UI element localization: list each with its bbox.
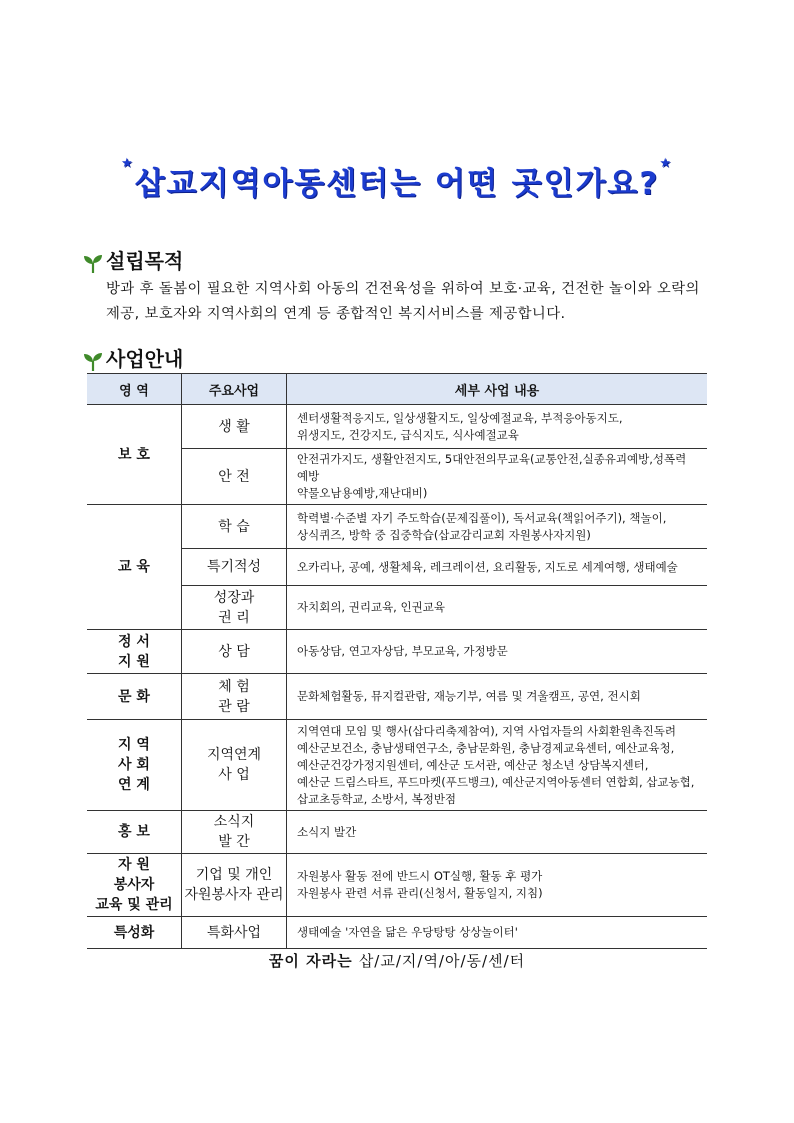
area-cell: 홍 보 (87, 811, 182, 854)
page-title (0, 158, 794, 203)
main-cell: 상 담 (182, 630, 287, 674)
detail-cell: 문화체험활동, 뮤지컬관람, 재능기부, 여름 및 겨울캠프, 공연, 전시회 (287, 674, 708, 720)
table-row (87, 674, 707, 720)
main-cell: 학 습 (182, 505, 287, 549)
area-cell: 문 화 (87, 674, 182, 720)
table-row (87, 917, 707, 949)
detail-cell: 안전귀가지도, 생활안전지도, 5대안전의무교육(교통안전,실종유괴예방,성폭력예방 약물오남용예방,재난대비) (287, 449, 708, 505)
main-cell: 특화사업 (182, 917, 287, 949)
area-cell: 정 서 지 원 (87, 630, 182, 674)
table-row (87, 630, 707, 674)
main-cell: 성장과 권 리 (182, 586, 287, 630)
purpose-heading (82, 245, 183, 274)
business-table (87, 373, 707, 949)
table-header-row (87, 374, 707, 405)
header-main: 주요사업 (182, 374, 287, 405)
area-cell: 교 육 (87, 505, 182, 630)
business-heading-text: 사업안내 (106, 347, 184, 371)
purpose-heading-text: 설립목적 (106, 249, 184, 273)
area-cell: 지 역 사 회 연 계 (87, 720, 182, 811)
area-cell: 보 호 (87, 405, 182, 505)
table-row (87, 854, 707, 917)
slogan-text: 꿈이 자라는 (268, 952, 353, 970)
main-cell: 특기적성 (182, 549, 287, 586)
detail-cell: 자원봉사 활동 전에 반드시 OT실행, 활동 후 평가 자원봉사 관련 서류 관리(신청서, 활동일지, 지침) (287, 854, 708, 917)
detail-cell: 소식지 발간 (287, 811, 708, 854)
detail-cell: 자치회의, 권리교육, 인권교육 (287, 586, 708, 630)
main-cell: 소식지 발 간 (182, 811, 287, 854)
page-title-text: 삽교지역아동센터는 어떤 곳인가요? (134, 166, 660, 202)
purpose-body: 방과 후 돌봄이 필요한 지역사회 아동의 건전육성을 위하여 보호·교육, 건전한 놀이와 오락의 제공, 보호자와 지역사회의 연계 등 종합적인 복지서비스를 제공합니다. (106, 281, 700, 322)
sprout-icon (82, 252, 104, 274)
table-row (87, 505, 707, 549)
area-cell: 특성화 (87, 917, 182, 949)
detail-cell: 지역연대 모임 및 행사(삽다리축제참여), 지역 사업자들의 사회환원촉진독려 예산군보건소, 충남생태연구소, 충남문화원, 충남경제교육센터, 예산교육청, 예산군건강가정지원센터, 예산군 도서관, 예산군 청소년 상담복지센터, 예산군 드림스타트, 푸드마켓(푸드뱅크), 예산군지역아동센터 연합회, 삽교농협, 삽교초등학교, 소방서, 복정반점 (287, 720, 708, 811)
detail-cell: 생태예술 '자연을 닮은 우당탕탕 상상놀이터' (287, 917, 708, 949)
main-cell: 안 전 (182, 449, 287, 505)
table-row (87, 811, 707, 854)
detail-cell: 오카리나, 공예, 생활체육, 레크레이션, 요리활동, 지도로 세계여행, 생태예술 (287, 549, 708, 586)
detail-cell: 센터생활적응지도, 일상생활지도, 일상예절교육, 부적응아동지도, 위생지도, 건강지도, 급식지도, 식사예절교육 (287, 405, 708, 449)
detail-cell: 아동상담, 연고자상담, 부모교육, 가정방문 (287, 630, 708, 674)
footer-slogan (0, 950, 794, 971)
header-detail: 세부 사업 내용 (287, 374, 708, 405)
main-cell: 지역연계 사 업 (182, 720, 287, 811)
main-cell: 체 험 관 람 (182, 674, 287, 720)
star-icon: ★ (659, 156, 674, 171)
main-cell: 기업 및 개인 자원봉사자 관리 (182, 854, 287, 917)
table-row (87, 720, 707, 811)
area-cell: 자 원 봉사자 교육 및 관리 (87, 854, 182, 917)
center-name: 삽/교/지/역/아/동/센/터 (358, 952, 526, 970)
detail-cell: 학력별·수준별 자기 주도학습(문제집풀이), 독서교육(책읽어주기), 책놀이, 상식퀴즈, 방학 중 집중학습(삽교감리교회 자원봉사자지원) (287, 505, 708, 549)
star-icon: ★ (120, 156, 135, 171)
table-row (87, 405, 707, 449)
business-heading (82, 343, 183, 372)
sprout-icon (82, 350, 104, 372)
main-cell: 생 활 (182, 405, 287, 449)
header-area: 영 역 (87, 374, 182, 405)
